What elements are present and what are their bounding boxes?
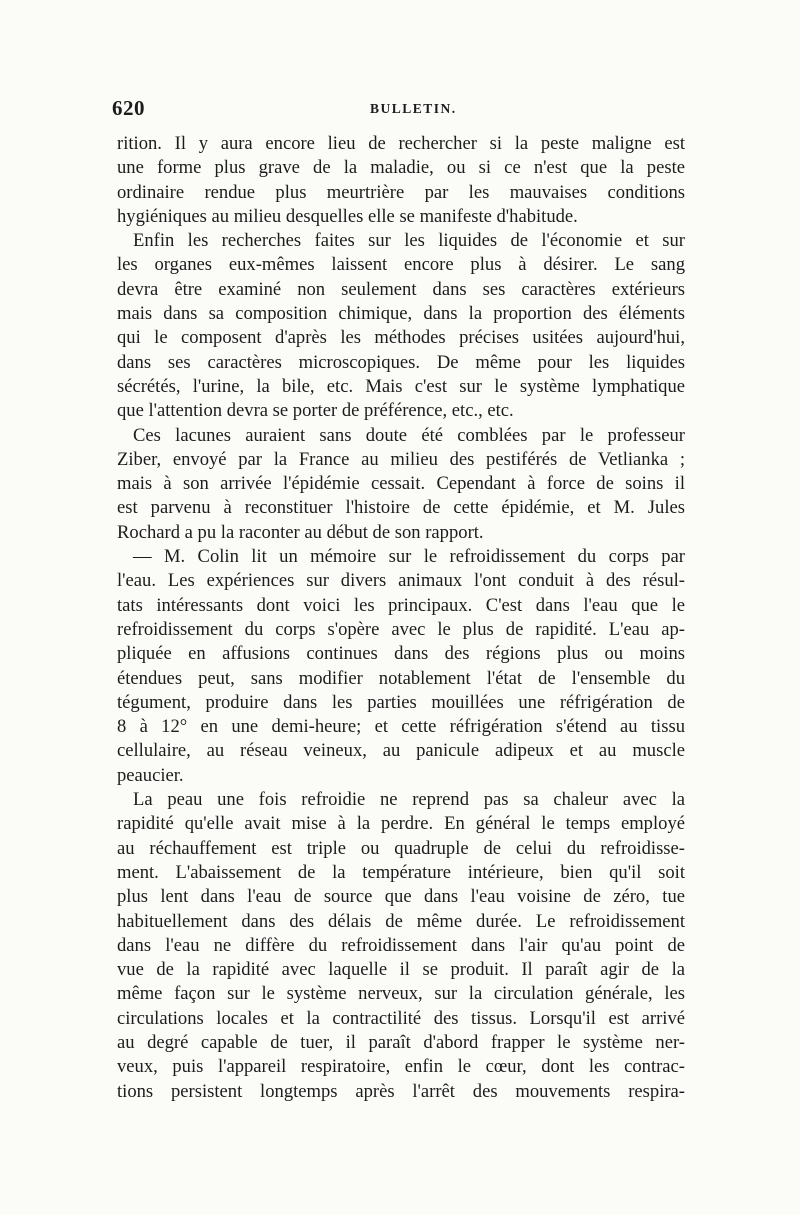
text-line: dans l'eau ne diffère du refroidissement dans l'air qu'au point de: [117, 934, 685, 956]
text-line: même façon sur le système nerveux, sur la circulation générale, les: [117, 983, 685, 1005]
text-line: veux, puis l'appareil respiratoire, enfin le cœur, dont les contrac-: [117, 1056, 685, 1078]
text-line: pliquée en affusions continues dans des régions plus ou moins: [117, 643, 685, 665]
text-line: qui le composent d'après les méthodes précises usitées aujourd'hui,: [117, 327, 685, 349]
text-line: tats intéressants dont voici les principaux. C'est dans l'eau que le: [117, 594, 685, 616]
text-line: plus lent dans l'eau de source que dans l'eau voisine de zéro, tue: [117, 886, 685, 908]
text-line: étendues peut, sans modifier notablement l'état de l'ensemble du: [117, 667, 685, 689]
text-line: Enfin les recherches faites sur les liquides de l'économie et sur: [133, 230, 685, 252]
text-line: une forme plus grave de la maladie, ou si ce n'est que la peste: [117, 157, 685, 179]
text-line: que l'attention devra se porter de préférence, etc., etc.: [117, 400, 514, 422]
text-line: ment. L'abaissement de la température intérieure, bien qu'il soit: [117, 861, 685, 883]
text-line: tions persistent longtemps après l'arrêt des mouvements respira-: [117, 1080, 685, 1102]
text-line: au réchauffement est triple ou quadruple de celui du refroidisse-: [117, 837, 685, 859]
text-line: — M. Colin lit un mémoire sur le refroidissement du corps par: [133, 546, 685, 568]
text-line: ordinaire rendue plus meurtrière par les mauvaises conditions: [117, 181, 685, 203]
text-line: devra être examiné non seulement dans ses caractères extérieurs: [117, 278, 685, 300]
text-line: Ces lacunes auraient sans doute été comblées par le professeur: [133, 424, 685, 446]
text-line: les organes eux-mêmes laissent encore plus à désirer. Le sang: [117, 254, 685, 276]
text-line: est parvenu à reconstituer l'histoire de cette épidémie, et M. Jules: [117, 497, 685, 519]
text-line: rapidité qu'elle avait mise à la perdre. En général le temps employé: [117, 813, 685, 835]
text-line: peaucier.: [117, 764, 184, 786]
text-line: Ziber, envoyé par la France au milieu des pestiférés de Vetlianka ;: [117, 448, 685, 470]
text-line: dans ses caractères microscopiques. De même pour les liquides: [117, 351, 685, 373]
text-line: 8 à 12° en une demi-heure; et cette réfrigération s'étend au tissu: [117, 716, 685, 738]
text-line: refroidissement du corps s'opère avec le plus de rapidité. L'eau ap-: [117, 618, 685, 640]
text-line: tégument, produire dans les parties mouillées une réfrigération de: [117, 691, 685, 713]
text-line: l'eau. Les expériences sur divers animaux l'ont conduit à des résul-: [117, 570, 685, 592]
text-line: mais dans sa composition chimique, dans la proportion des éléments: [117, 303, 685, 325]
text-line: cellulaire, au réseau veineux, au panicule adipeux et au muscle: [117, 740, 685, 762]
text-line: mais à son arrivée l'épidémie cessait. Cependant à force de soins il: [117, 473, 685, 495]
text-line: hygiéniques au milieu desquelles elle se manifeste d'habitude.: [117, 205, 578, 227]
running-title: BULLETIN.: [370, 101, 457, 116]
text-line: au degré capable de tuer, il paraît d'abord frapper le système ner-: [117, 1031, 685, 1053]
text-line: habituellement dans des délais de même durée. Le refroidissement: [117, 910, 685, 932]
body-text: [117, 132, 685, 1104]
page-header: [112, 96, 682, 122]
text-line: rition. Il y aura encore lieu de rechercher si la peste maligne est: [117, 133, 685, 154]
page-number: 620: [112, 96, 145, 120]
text-line: circulations locales et la contractilité des tissus. Lorsqu'il est arrivé: [117, 1007, 685, 1029]
text-line: La peau une fois refroidie ne reprend pas sa chaleur avec la: [133, 789, 685, 811]
text-line: vue de la rapidité avec laquelle il se produit. Il paraît agir de la: [117, 959, 685, 981]
text-line: sécrétés, l'urine, la bile, etc. Mais c'est sur le système lymphatique: [117, 375, 685, 397]
text-line: Rochard a pu la raconter au début de son rapport.: [117, 521, 484, 543]
